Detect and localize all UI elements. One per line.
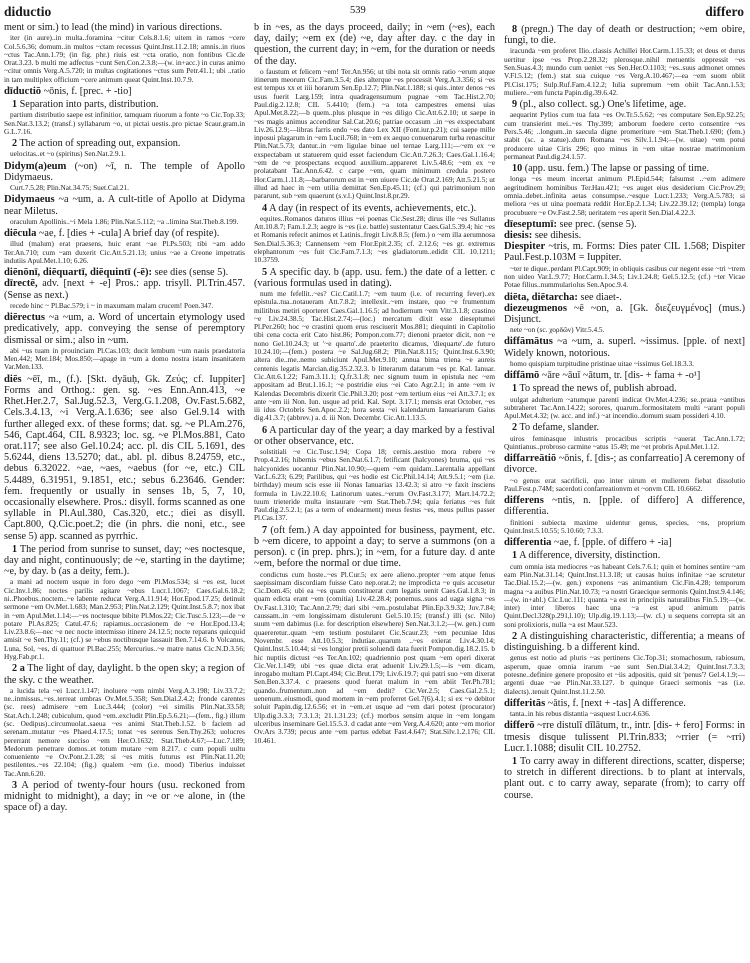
citations: aequarint Pylios cum tua fata ~es Ov.Tr.5.5.62; ~es computare Sen.Ep.92.25; cum transierint mei..~es Thy.399; amborum foedere certo consentire ~es Pers.5.46; ..longum..in saecula digne promeriture ~em Stat.Theb.1.690; (fem.) stabit (sc. a statue)..dum Romana ~es Silv.1.1.94;—(w. uitae) ~em potui producere uitae Ciris 296; quo minus in ~em uitae nostrae matrimonium permaneat Paul.dig.24.1.57. [504,110,745,161]
sense-definition [504,163,745,174]
sense-definition [254,267,495,289]
citations: nete ~on (sc. χορδῶν) Vitr.5.4.5. [510,325,605,335]
entry-definition: (~on) ~ī, n. The temple of Apollo Didymaeus. [4,160,245,183]
headword: dīrectē, [4,278,38,290]
sense-definition [254,525,495,570]
sense-definition [504,631,745,653]
sense-number: 9 [512,99,518,111]
sense-definition [504,550,745,561]
sense-definition [504,24,745,46]
sense-number: 8 [512,24,518,35]
continued-text: ment or sim.) to lead (the mind) in various directions. [4,22,223,33]
headword: Didymaeus [4,194,55,206]
sense-number: 1 [512,550,518,562]
sense-number: 10 [512,163,523,175]
sense-text: The light of day, daylight. b the open sky; a region of the sky. c the weather. [4,663,245,686]
dictionary-entry [4,374,245,542]
column-middle [254,22,495,942]
sense-number: 3 [12,779,18,791]
entry-definition: see diaet-. [577,291,622,303]
entry-definition: ~a ~um, a. Word of uncertain etymology used predicatively, app. conveying the sense of peremptory dismissal or sim.; also in ~um. [4,312,245,346]
column-right [504,22,745,942]
entry-definition: ~ēī, m., (f.). [Skt. dyāuḥ, Gk. Ζεύς; cf. Iuppiter] Forms and Orthog.: gen. sg. ~es Enn.Ann.413, ~e Rhet.Her.2.7, Sal.Jug.52.3, Verg.G.1.208, Ov.Fast.5.682, Cels.3.4.13, ~i Verg.A.1.636; see also Gel.9.14 with further alleged exx. of these forms; dat. sg. ~e Pl.Am.276, 546, Capt.464, CIL 8.9323; loc. sg. ~e Pl.Mos.881, Cato orat.117; see also Gel.10.24; acc. pl. dis CIL 5.1691, des 5.6244, diens 13.5270; dat., abl. pl. dibus 8.24759, etc., debus 6.32022. ~ae, ~aes, ~aebus (for ~e, etc.) CIL 5.4489, 6.31951, 9.1851, etc.; sebus 6.23646. Gender: fem. frequently or usually in senses 1b, 5, 7, 10, occasionally elsewhere. Pros.: disyll. forms scanned as one syllable in Pl.Aul.380, Cas.320, etc.; diei as disyll. Capt.800, Q.Cic.poet.2; die (in phrs. die noni, etc., see sense 5) app. scanned as pyrrhic. [4,373,245,542]
dictionary-entry [504,219,745,230]
sense-text: (app. usu. fem.) The lapse or passing of time. [522,163,710,175]
sense-text: To defame, slander. [517,422,600,434]
citations: equites..Romanos daturos illius ~ei poenas Cic.Sest.28; dirus ille ~es Sullanus Att.10.8.7; Fam.1.2.3; aegre is ~es (i.e. battle) sustentatur Caes.Gal.5.39.4; hic ~es et Romanis refecit animos et Latinis..fregit Liv.8.8.5; (fem.) o ~em illa aerumnosa Sen.Dial.5.36.3; Cannensem ~em Flor.Epit.2.35; cf. 2.12.6; ~es gr. extremus elephantorum ~es fuit Cic.Fam.7.1.3; ~es gladiatorum..edidit CIL 10.1211; 10.3759. [254,213,495,265]
column-left [4,22,245,942]
entry-definition: ~ōnis, f. [prec. + -tio] [41,85,132,97]
sense-text: A difference, diversity, distinction. [517,550,661,562]
dictionary-entry [504,292,745,303]
sense-definition [4,138,245,149]
citations: uelocitas..et ~o (spiritus) Sen.Nat.2.9.1. [10,149,126,159]
sense-definition [504,756,745,801]
sense-number: 1 [512,383,518,395]
citations: illud (malum) erat praesens, huic erant ~ae Pl.Ps.503; tibi ~am addo Ter.An.710; cum ~am duxerit Cic.Att.5.21.13; unius ~ae a Creone impetratis indutiis Apul.Met.1.10; 6.26. [4,239,245,265]
citations: condictus cum hoste..~es Pl.Cur.5; ex aere alieno..propter ~em atque fenus saepissimam discordiam fuisse Cato nep.orat.2; ne improdicta ~e quis accusetur Cic.Dom.45; ubi ea ~es quam constituerat cum legatis uenit Caes.Gal.1.8.3; in quam edicta erant ~em (comitia) Liv.42.28.4; ponemus..suos ad uaga signa ~es Ov.Fast.1.310; Tac.Ann.2.79; dari sibi ~em..postulabat Plin.Ep.3.9.32; Juv.7.84; caussam..in ~em longissimam distulerunt Gel.5.10.15; (transf.) illi (sc. Nilo) suum ~em dabimus (i.e. for description elsewhere) Sen.Nat.3.1.2;—(w. gen.) cum quaereretur..quam ~em testium postularet Cic.Scaur.23; ~em pecuniae Idus Novembr. esse Att.10.5.3; indutiae..quarum ..~es exierat Liv.4.30.14; Quint.Inst.5.10.44; si ~es longior pretii soluendi data fuerit Pompon.dig.18.2.15. b hic nuptiis dictust ~es Ter.An.102; quadriennio post quam ~em operi dixerat Cic.Ver.1.149; ubi ~es quae dicta erat aduenit Liv.29.1.5;—is ~em dicam, inrogabo multam Pl.Capt.494; Cic.Brut.179; Liv.6.19.7; qui patri suo ~em dixerat Sen.Ben.3.37.4. c praesens quod fuerat malum in ~em abiit Ter.Ph.781; quando..frumentum..non ad ~em dedit? Cic.Ver.2.5; Caes.Gal.2.5.1; uenenum..eiusmodi, quod mortem in ~em proferret Gel.7(6).4.1; si ex ~e debitor soluit Papin.dig.12.6.56; et in ~em..et usque ad ~em dari potest (procurator) Ulp.dig.3.3.3; 7.3.1.3; 21.1.31.23; (cf.) morbos sensim atque in ~em longam ulceribus inseminare Gel.15.5.3. d cadat ante ~em Verg.A.4.620; ante ~em morior Ov.Ars 3.739; pecus ante ~em partus edebat Fast.4.647; Stat.Silv.1.2.176; CIL 10.461. [254,569,495,745]
sense-text: The period from sunrise to sunset, day; ~es noctesque, day and night, continuously; de ~e, starting in the daytime; ~e, by day. b (as a deity, fem.). [4,543,245,578]
headword: diffarreātiō [504,453,557,465]
sense-definition [4,663,245,685]
headword: diesis: [504,230,533,242]
dictionary-entry [504,495,745,517]
entry-definition: ~ōnis, f. [dis-; as confarreatio] A ceremony of divorce. [504,453,745,476]
citations: uiros feminasque inlustris procacibus scriptis ~auerat Tac.Ann.1.72; Quintianus..probroso carmine ~atus 15.49; me ~et probris Apul.Met.1.12. [504,433,745,451]
sense-text: (oft fem.) A day appointed for business, payment, etc. b ~em dicere, to appoint a day; to serve a summons (on a person). c (in prep. phrs.); in ~em, for a future day. d ante ~em, before the normal or due time. [254,524,495,570]
citations: longa ~es meum incertat animum Pl.Epid.544; falsumst ..~em adimere aegritudinem hominibus Ter.Hau.421; ~es auget eius desiderium Cic.Prov.29; omnia..debet..infinita aetas consumpse..~esque Lucr.1.233; Verg.A.5.783; si meliora ~es ut uina poemata reddit Hor.Ep.2.1.34; Liv.22.39.12; (templa) longa procubuere ~e Ov.Fast.2.58; ueritatem ~es aperit Sen.Dial.4.22.3. [504,174,745,217]
entry-definition: ~a ~um, a. A cult-title of Apollo at Didyma near Miletus. [4,194,245,217]
dictionary-entry [504,370,745,381]
sense-text: A period of twenty-four hours (usu. reckoned from midnight to midnight), a day; in ~e or ~e alone, in (the space of) a day. [4,779,245,814]
headword: diffāmātus [504,336,553,348]
sense-text: The action of spreading out, expansion. [17,138,181,150]
headword: dīeseptumī: [504,218,557,230]
sense-number: 2 [512,631,518,643]
entry-definition: ~rre distulī dīlātum, tr., intr. [dis- + fero] Forms: in tmesis disque tulissent Pl.Trin.833; ~rrier (= ~rri) Lucr.1.1088; disulit CIL 10.2752. [504,720,745,754]
dictionary-entry [504,453,745,475]
dictionary-entry [4,312,245,346]
entry-definition: ~ntis, n. [pple. of differo] A difference, differentia. [504,495,745,518]
citations: homo quispiam turpitudine pristinae uitae ~issimus Gel.18.3.3. [510,358,694,368]
sense-definition [504,99,745,110]
dictionary-entry [504,720,745,754]
citations: iter (in aure)..in multa..foramina ~citur Cels.8.1.6; uitem in ramos ~cere Col.5.6.36; domum..in multos ~ctam recessus Quint.Inst.11.2.18; amnis..in riuos ~ctus Tac.Ann.1.79; (in fig. phr.) riuis est ~cta oratio, non fontibus Cic.de Orat.3.23. b multi me adfectus ~cunt Sen.Con.2.3.8;—(w. in+acc.) in curas animo ~citur omnis Verg.A.5.720; in multas cogitationes ~ctus sum Petr.41.1; ubi ..ratio in tam multiplex officium ~cere animum queat Quint.Inst.10.7.9. [4,33,245,84]
citations: Curt.7.5.28; Plin.Nat.34.75; Suet.Cal.21. [10,183,129,193]
headword: dīductiō [4,85,42,97]
citations: finitioni subiecta maxime uidentur genus, species, ~ns, proprium Quint.Inst.5.10.55; 5.10.60; 7.3.3. [504,517,745,535]
headword: differens [504,495,544,507]
dictionary-entry [504,303,745,325]
headword: diēcula [4,228,37,240]
entry-definition: see dies (sense 5). [152,267,229,279]
citations: a mani ad noctem usque in foro dego ~em Pl.Mos.534; si ~es est, lucet Cic.Inv.1.86; noctes parilis agitare ~ebus Lucr.1.1067; Caes.Gal.6.18.2; ni..Phoebus..noctem..~e labente reducat Verg.A.11.914; Hor.Epod.17.25; detinuit sermone ~em Ov.Met.1.683; Man.2.953; Plin.Nat.2.129; Quint.Inst.5.8.7; nox ibat in ~em Apul.Met.1.14;—~es noctesque bibite Pl.Mos.22; Cic.Tusc.5.123;—de ~e potare Pl.As.825; Catul.47.6; rapiamus..occasionem de ~e Hor.Epod.13.4; Liv.23.8.6;—nec ~e nec nocte intermisso itinere 24.12.5; nocte reparans quicquid amisit ~e Sen.Thy.11; (cf.) se ~ebus noctibusque lassauit Ben.7.14.6. b Volcanus, Luna, Sol, ~es, di quattuor Pl.Bac.255; Mercurius..~e matre natus Cic.N.D.3.56; Hyg.Fab.pr.1. [4,577,245,662]
continued-text: b in ~es, as the days proceed, daily; in ~em (~es), each day, daily; ~em ex (de) ~e, day after day. c the day in question, the current day; in ~em, for the duration or needs of the day. [254,22,495,67]
entry-definition: ~ātis, f. [next + -tas] A difference. [545,697,686,709]
headword: diezeugmenos [504,302,567,314]
page-number: 539 [350,5,366,16]
headword: diērectus [4,312,45,324]
entry-definition: ~a ~um, a. superl. ~issimus. [pple. of next] Widely known, notorious. [504,336,745,359]
sense-text: To carry away in different directions, scatter, disperse; to stretch in different directions. b to plant at intervals, plant out. c to carry away, separate (from); to carry off course. [504,756,745,801]
sense-text: To spread the news of, publish abroad. [517,383,677,395]
sense-number: 5 [262,266,268,278]
sense-number: 4 [262,202,268,214]
headword: differō [504,720,535,732]
sense-number: 2 [512,422,518,434]
dictionary-entry [4,278,245,300]
citations: partium distributio saepe est infinitior, tamquam riuorum a fonte ~o Cic.Top.33; Sen.Nat.3.13.2; (transf.) syllabarum ~o, ut pictai uestis..pro pictae Scaur.gram.in G.L.7.16. [4,110,245,136]
sense-text: (pl., also collect. sg.) One's lifetime, age. [517,99,687,111]
sense-definition [504,422,745,433]
dictionary-columns [4,22,746,942]
sense-text: A distinguishing characteristic, differentia; a means of distinguishing. b a different kind. [504,631,745,654]
page-header [0,0,750,22]
dictionary-entry [504,336,745,358]
headword: diēta, diētarcha: [504,291,578,303]
entry-definition: see dihesis. [532,230,582,242]
citations: genus est notio ad pluris ~as pertinens Cic.Top.31; stomachosum, rabiosum, asperum, quae omnia irarum ~ae sunt Sen.Dial.3.4.2; Quint.Inst.7.3.3; potesne..definire genere proposito et ~iis adpositis, quid sit 'penus'? Gel.4.1.9;—argenti duae ~ae Plin.Nat.33.127. b quinque Graeci sermonis ~as (i.e. dialects)..tenuit Quint.Inst.11.2.50. [504,653,745,696]
sense-definition [4,99,245,110]
headword: diffāmō [504,370,540,382]
sense-text: Separation into parts, distribution. [17,99,159,111]
headword: diēs [4,373,22,385]
dictionary-entry [504,241,745,263]
headword: Didym(a)eum [4,160,67,172]
headword: Diespiter [504,241,546,253]
citations: tanta..in his rebus distantia ~asquest Lucr.4.636. [510,709,651,719]
sense-text: A particular day of the year; a day marked by a festival or other observance, etc. [254,424,495,447]
citations: ~o genus erat sacrificii, quo inter uirum et mulierem fiebat dissolutio Paul.Fest.p.74M; sacerdoti confarreationvm et ~onvm CIL 10.6662. [504,475,745,493]
citations: abi ~us tuam in prouinciam Pl.Cas.103; ducit lembum ~um nauis praedatoria Men.442; Mer.184; Mos.850;—apage in ~um a domo nostra istam insanitatem Var.Men.133. [4,345,245,372]
sense-number: 2 [12,138,18,150]
guide-word-right: differo [705,4,744,19]
sense-definition [504,383,745,394]
sense-text: A day (in respect of its events, achievements, etc.). [267,202,477,214]
sense-definition [4,544,245,578]
sense-number: 7 [262,524,268,536]
sense-definition [254,203,495,214]
citations: uulgat adulterium ~atumque parenti indicat Ov.Met.4.236; se..praua ~antibus subtraheret Tac.Ann.14.22; sorores, quarum..formositatem multi ~arant populi Apul.Met.4.32; (w. acc. and inf.) ~at incendio..domum suam possideri 4.10. [504,394,745,421]
dictionary-entry [4,267,245,278]
sense-number: 1 [512,756,518,768]
dictionary-entry [4,228,245,239]
sense-definition [254,425,495,447]
entry-definition: ~āre ~āuī ~ātum, tr. [dis- + fama + -o¹] [539,370,701,382]
entry-definition: ~ae, f. [dies + -cula] A brief day (of respite). [36,228,220,240]
guide-word-left: diductio [4,4,52,19]
entry-definition: see prec. (sense 5). [556,218,637,230]
sense-text: (pregn.) The day of death or destruction; ~em obire, fungi, to die. [504,24,745,47]
citations: o faustum et felicem ~em! Ter.An.956; ut tibi nota sit omnis ratio ~erum atque itinerum meorum Cic.Fam.3.5.4; dies alterque ~es processit Verg.A.3.356; si ~es est tempus xx et iiii horarum Sen.Ep.12.7; Plin.Nat.1.188; si quis..inter denos ~es usus fuerit Larg.159; intra quadragensumum pugnae ~em Tac.Hist.2.70; Paul.dig.2.12.8; CIL 5.4410; (fem.) ~a tota campestres emensi uias Apul.Met.8.22;—b quem..plus plusque in ~es diligo Cic.Att.6.2.10; ut saepe in ~es magis animus accenditur Sal.Cat.20.6; patriae occasum ..in ~es exspectabant Liv.26.12.9;—libras farris endo ~es dato Lex XII (Font.iur.p.21); cui saepe mille inposui plagarum in ~em Lucil.768; in ~em ex aequo conuenarum turba renascitur Plin.Nat.5.73; dantur..in ~em ligulae binae uel ternae Larg.111;—~em ex ~e exspectabam ut statuerem quid esset faciendum Cic.Att.7.26.3; Caes.Gal.1.16.4; ~em de ~e prospectans ecquod auxilium..appareret Liv.5.48.6; ~em ex ~e prolatabant Tac.Ann.6.42. c carpe ~em, quam minimum credula postero Hor.Carm.1.11.8;—barbarorum est in ~em uiuere Cic.de Orat.2.169; Att.5.21.5; ut illud ad haec in ~em utilia demittat Sen.Ep.45.11; (cf.) qui patrimonium non pararunt, sub ~em quaerunt (s.v.l.) Quint.Inst.8.pr.29. [254,66,495,201]
entry-definition: adv. [next + -e] Pros.: app. trisyll. Pl.Trin.457. (Sense as next.) [4,278,245,301]
dictionary-entry [504,537,745,548]
entry-definition: ~ae, f. [pple. of differo + -ia] [551,537,672,549]
dictionary-entry [4,86,245,97]
citations: ~ter te dique..perdant Pl.Capt.909; in obliquis casibus cur negent esse ~tri ~trem non uideo Var.L.9.77; Hor.Carm.1.34.5; Liv.1.24.8; Gel.5.12.5; (cf.) ~ter Vicae Potae filius..nummulariolus Sen.Apoc.9.4. [504,263,745,290]
sense-text: A specific day. b (app. usu. fem.) the date of a letter. c (various formulas used in dating). [254,266,495,289]
headword: diēnōnī, diēquartī, diēquintī (-ē): [4,267,153,279]
headword: differentia [504,537,552,549]
citations: iracunda ~em proferet Ilio..classis Achillei Hor.Carm.1.15.33; et deus et durus uertitur ipse ~es Prop.2.28.32; plerosque..nihil metuentis oppressit ~es Sen.Suas.4.3; mundo cum ueniet ~es Sen.Her.O.1103; ~es..suus admonet omnes V.Fl.5.12; (fem.) stat sua cuique ~es Verg.A.10.467;—ea ~em suom obiit Pl.Cist.175; Sulp.Ruf.Fam.4.12.2; Iulia supremum ~em obiit Tac.Ann.1.53; muliere..~em functa Papin.dig.39.6.42. [504,46,745,97]
sense-number: 2 a [12,663,25,675]
sense-number: 1 [12,543,18,555]
citations: cum omnia ista mediocres ~as habeant Cels.7.6.1; quin et homines sentire ~am eam Plin.Nat.31.14; Quint.Inst.11.3.18; ut causas huius infinitae ~ae scrutetur Tac.Dial.15.2;—(w. gen.) exponens ~as animantium Cic.Fin.4.28; temporum magna ~a auibus Plin.Nat.10.73; ~a nostri Graecique sermonis Quint.Inst.9.4.146;—(w. in+abl.) Cic.Luc.111; quanta ~a est in principiis naturalibus Fin.5.19;—(w. inter) inter liberos haec una ~a est apud animum patris Quint.Decl.328(p.291,l.10); Ulp.dig.19.1.13;—(w. cl.) u sequens correpta sit an soni prolixioris, nulla ~a est Maur.523. [504,561,745,629]
dictionary-entry [504,698,745,709]
entry-definition: ~ē ~on, a. [Gk. διεζευγμένος] (mus.) Disjunct. [504,302,745,325]
sense-number: 1 [12,99,18,111]
citations: num me fefellit..~es? Cic.Catil.1.7; ~em tuum (i.e. of recurring fever)..ex epistula..tua..notaueram Att.7.8.2; intellexit..~em instare, quo ~e frumentum militibus metiri oporteret Caes.Gal.1.16.5; ad hodiernum ~em Vitr.3.1.8; crastino ~e Liv.24.38.5; Tac.Hist.2.74;—(loc.) mercatum dixit esse dieseptumei Pl.Per.260; hoc ~e crastini quom erus resciuerit Mos.881; diequinti in Capitolio tibi cena cocta erit Cato hist.86; Pompon.com.77; dienoni praetor dicit, non ~e nono Gel.10.24.3; ut '~e quarto'..de praeterito dicamus, 'diequarte'..de futuro 10.24.10;—(fem.) postera ~e Sal.Jug.68.2; Plin.Nat.8.115; Quint.Inst.6.3.90; altera die..me..nemo subiciunt Apul.Met.9.10; annua bima triena ~e aureis centenis legatis Marcian.dig.35.2.32.3. b litterarum datarum ~es pr. Kal. Ianuar. Cic.Att.6.1.22; Fam.3.11.1; Q.fr.3.1.8; nec signum tuum in epistula nec ~em appositam ad Brut.1.16.1; ~e postridie eius ~ei Cato Agr.2.1; in ante ~em iv Kalendas Decembris dixerit Cic.Phil.3.20; post ~em tertium eius ~ei Att.3.7.1; ex ante ~em iii Non. Iun. usque ad prid. Kal. Sept. 3.17.1; mensis erat October, ~es iii idus Octobris Sen.Apoc.2.2; hora sexta ~ei kalendarum Ianuariarum Gaius dig.41.3.7; (abbrev.) a. d. iii Non. Decembr. Cic.Att.1.13.5. [254,288,495,423]
citations: recede hinc ~ Pl.Bac.579; i ~ in maxumam malam crucem! Poen.347. [10,300,214,310]
citations: a lucida tela ~ei Lucr.1.147; inoluere ~em nimbi Verg.A.3.198; Liv.33.7.2; ne..inmissus..~es..terreat umbras Ov.Met.5.358; Sen.Dial.2.4.2; fronde carentes (sc. rees) admisere ~em Luc.3.444; (color) ~ei similis Plin.Nat.33.58; Stat.Ach.1.248; cubiculum, quod ~em..excludit Plin.Ep.5.6.21;—(fem., fig.) illum (sc. Oedipus)..circumuolat..saeua ~es animi Stat.Theb.1.52. b faciem ad serenam..mutatur ~es Phaed.4.17.5; tonat ~es serenus Sen.Thy.263; uolucres pererrant nemore succiso ~em Her.O.1632; Stat.Theb.4.67;—Luc.7.189; Medorum penetrare domos..et totum mutare ~em 8.217. c cum populi uultu conueniente ~e Ov.Pont.2.1.28; si ~es mitis futurus est Plin.Nat.11.20; pestilentes..~es 22.104; (fig.) qualem ~em (i.e. mood) Tiberius induisset Tac.Ann.6.20. [4,685,245,778]
entry-definition: ~tris, m. Forms: Dies pater CIL 1.568; Dispiter Paul.Fest.p.103M = Iuppiter. [504,241,745,264]
citations: solstitiali ~e Cic.Tusc.1.94; Copa 18; cernis..aestiuo mora rubere ~e Prop.4.2.16; hibernis ~ebus Sen.Nat.6.1.7; fetificant (halcyones) bruma, qui ~es halcyonides uocantur Plin.Nat.10.90;—quem ~em quidam..Larentalia appellant Var.L.6.23; 6.29; Parilibus, qui ~es hodie est Cic.Phil.14.14; Att.9.5.1; ~em (i.e. birthday) meum scis esse iii Nonas Ianuarias 13.42.3; si atro ~e faxit insciens formula in Liv.22.10.6; Latinorum uates..~erum Ov.Fast.3.177; Mart.14.72.2; tuum trieteride multa instaurare ~em Stat.Theb.7.94; quia feriatus ~es fuit Paul.dig.2.5.2.1; (as a term of endearment) meus festus ~es, meus pullus passer Pl.Cas.137. [254,447,495,523]
dictionary-entry [504,230,745,241]
headword: differitās [504,697,546,709]
dictionary-entry [4,161,245,183]
sense-definition [4,780,245,814]
sense-number: 6 [262,424,268,436]
dictionary-entry [4,194,245,216]
citations: oraculum Apollinis..~i Mela 1.86; Plin.Nat.5.112; ~a ..limina Stat.Theb.8.199. [10,216,239,226]
